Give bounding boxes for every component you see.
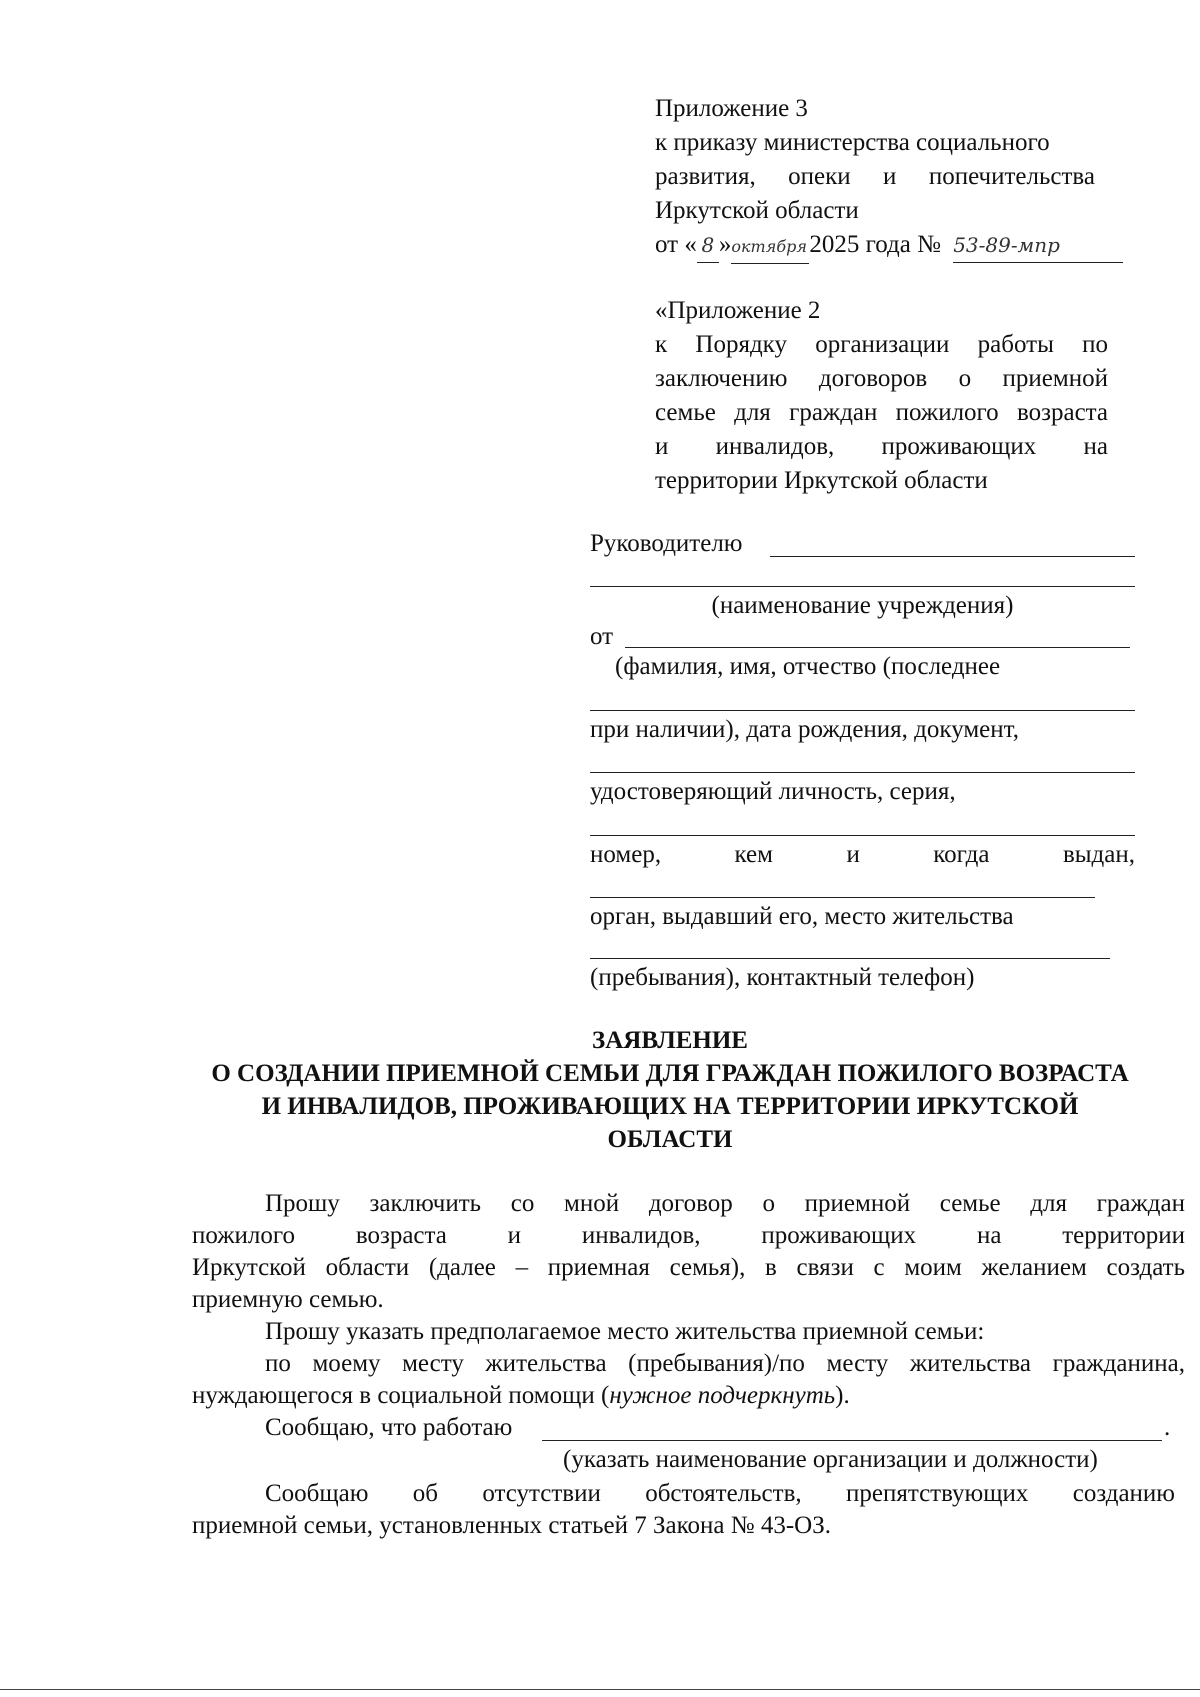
appendix2-line3: семье для граждан пожилого возраста [655,399,1108,426]
p3-text-a: нуждающегося в социальной помощи ( [192,1382,610,1409]
p3-italic-note: нужное подчеркнуть [609,1382,836,1409]
appendix2-line2: заключению договоров о приемной [655,365,1108,392]
person-line-5[interactable] [590,958,1110,959]
body-p3-line1: по моему месту жительства (пребывания)/по месту жительства гражданина, [265,1350,1185,1377]
body-p2: Прошу указать предполагаемое место жительства приемной семьи: [265,1318,985,1345]
person-caption-2: при наличии), дата рождения, документ, [590,716,1019,743]
appendix3-line1: к приказу министерства социального [655,129,1050,156]
person-line-2[interactable] [590,772,1135,773]
appendix3-date-row [655,228,1195,262]
body-p1-line2: пожилого возраста и инвалидов, проживающих на территории [192,1222,1185,1249]
order-number-handwritten: 53-89-мпр [953,229,1123,263]
title-line-3: И ИНВАЛИДОВ, ПРОЖИВАЮЩИХ НА ТЕРРИТОРИИ ИРКУТСКОЙ [261,1093,1079,1120]
person-line-3[interactable] [590,835,1135,836]
appendix3-title: Приложение 3 [655,95,808,122]
document-title [150,1024,1190,1156]
date-day-handwritten: 8 [697,229,719,263]
work-line-end: . [1164,1414,1171,1441]
date-mid: » [718,231,732,258]
body-p3-line2 [192,1379,850,1412]
person-caption-4: номер, кем и когда выдан, [590,841,1135,868]
appendix2-line1: к Порядку организации работы по [655,331,1108,358]
title-line-1: ЗАЯВЛЕНИЕ [592,1027,748,1054]
work-line[interactable] [542,1440,1162,1441]
appendix2-line4: и инвалидов, проживающих на [655,433,1108,460]
date-year: 2025 года № [809,231,941,258]
person-caption-3: удостоверяющий личность, серия, [590,778,956,805]
body-p5-line1: Сообщаю об отсутствии обстоятельств, препятствующих созданию [265,1480,1175,1507]
person-caption-6: (пребывания), контактный телефон) [590,964,975,991]
title-line-4: ОБЛАСТИ [607,1126,733,1153]
body-p1-line4: приемную семью. [192,1286,384,1313]
work-caption: (указать наименование организации и должности) [563,1446,1098,1473]
work-label: Сообщаю, что работаю [265,1414,513,1441]
appendix3-line3: Иркутской области [655,197,859,224]
appendix2-line5: территории Иркутской области [655,467,988,494]
page-bottom-edge [0,1689,1200,1690]
body-p1-line3: Иркутской области (далее – приемная семья), в связи с моим желанием создать [192,1254,1185,1281]
person-line-4[interactable] [590,897,1095,898]
date-month-handwritten: октября [731,230,809,264]
p3-text-b: ). [835,1382,850,1409]
from-line[interactable] [625,647,1130,648]
appendix3-line2: развития, опеки и попечительства [655,163,1095,190]
person-caption-1: (фамилия, имя, отчество (последнее [615,653,1001,680]
body-p5-line2: приемной семьи, установленных статьей 7 Закона № 43-ОЗ. [192,1512,831,1539]
person-caption-5: орган, выдавший его, место жительства [590,903,1014,930]
institution-line[interactable] [590,586,1135,587]
from-label: от [590,623,614,650]
institution-caption: (наименование учреждения) [711,592,1014,619]
to-label: Руководителю [590,530,743,557]
person-line-1[interactable] [590,710,1135,711]
title-line-2: О СОЗДАНИИ ПРИЕМНОЙ СЕМЬИ ДЛЯ ГРАЖДАН ПОЖИЛОГО ВОЗРАСТА [211,1060,1129,1087]
date-prefix: от « [655,231,697,258]
appendix2-title: «Приложение 2 [655,297,821,324]
body-p1-line1: Прошу заключить со мной договор о приемной семье для граждан [265,1190,1185,1217]
to-line[interactable] [770,556,1135,557]
